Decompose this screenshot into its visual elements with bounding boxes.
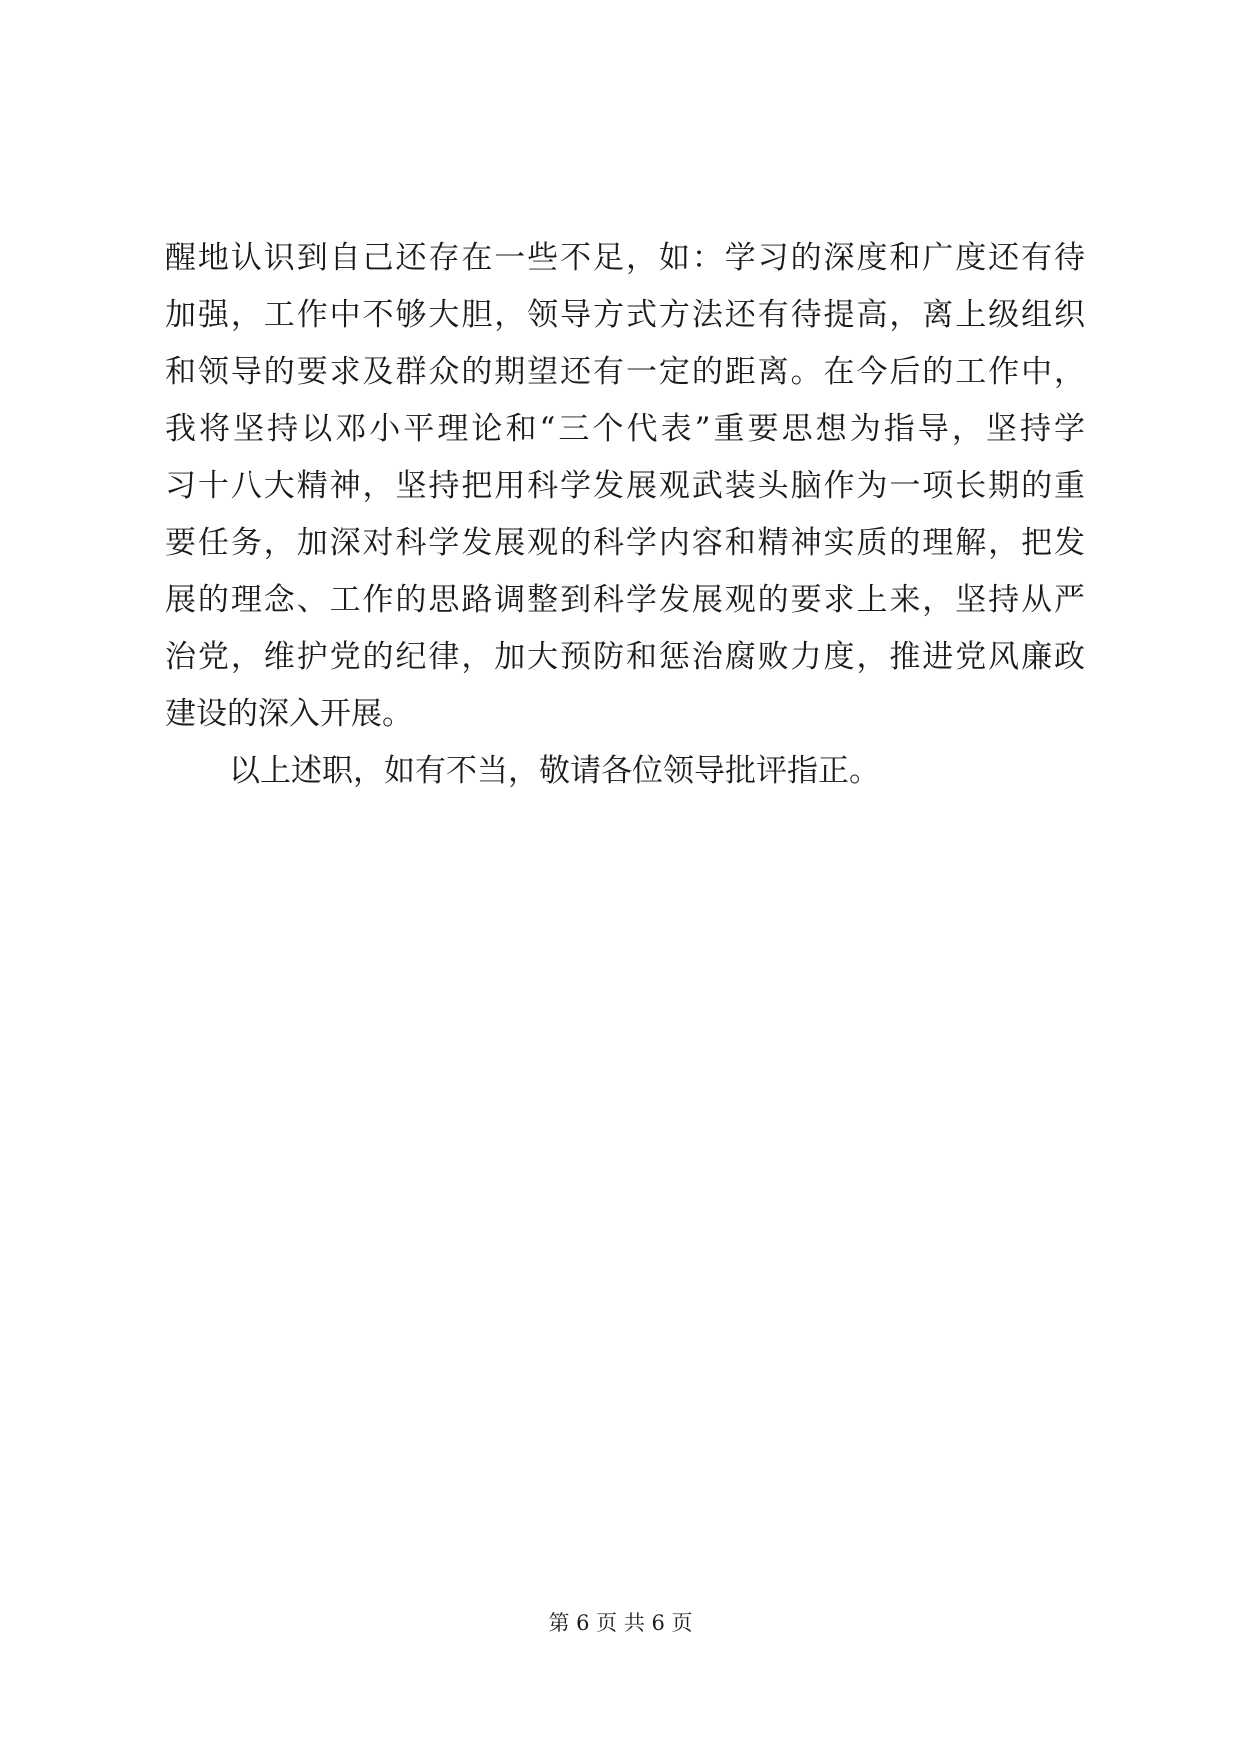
page-number-footer: 第 6 页 共 6 页 [548,1611,693,1635]
paragraph-line: 加强，工作中不够大胆，领导方式方法还有待提高，离上级组织 [165,297,1085,333]
closing-statement: 以上述职，如有不当，敬请各位领导批评指正。 [229,753,880,789]
document-body [165,230,1085,800]
paragraph-line-last: 建设的深入开展。 [165,696,413,732]
paragraph-line: 我将坚持以邓小平理论和“三个代表”重要思想为指导，坚持学 [165,411,1085,447]
paragraph-line: 展的理念、工作的思路调整到科学发展观的要求上来，坚持从严 [165,582,1085,618]
paragraph-line: 醒地认识到自己还存在一些不足，如：学习的深度和广度还有待 [165,240,1085,276]
paragraph-line: 要任务，加深对科学发展观的科学内容和精神实质的理解，把发 [165,525,1085,561]
paragraph-line: 和领导的要求及群众的期望还有一定的距离。在今后的工作中， [165,354,1085,390]
paragraph-line: 治党，维护党的纪律，加大预防和惩治腐败力度，推进党风廉政 [165,639,1085,675]
paragraph-line: 习十八大精神，坚持把用科学发展观武装头脑作为一项长期的重 [165,468,1085,504]
